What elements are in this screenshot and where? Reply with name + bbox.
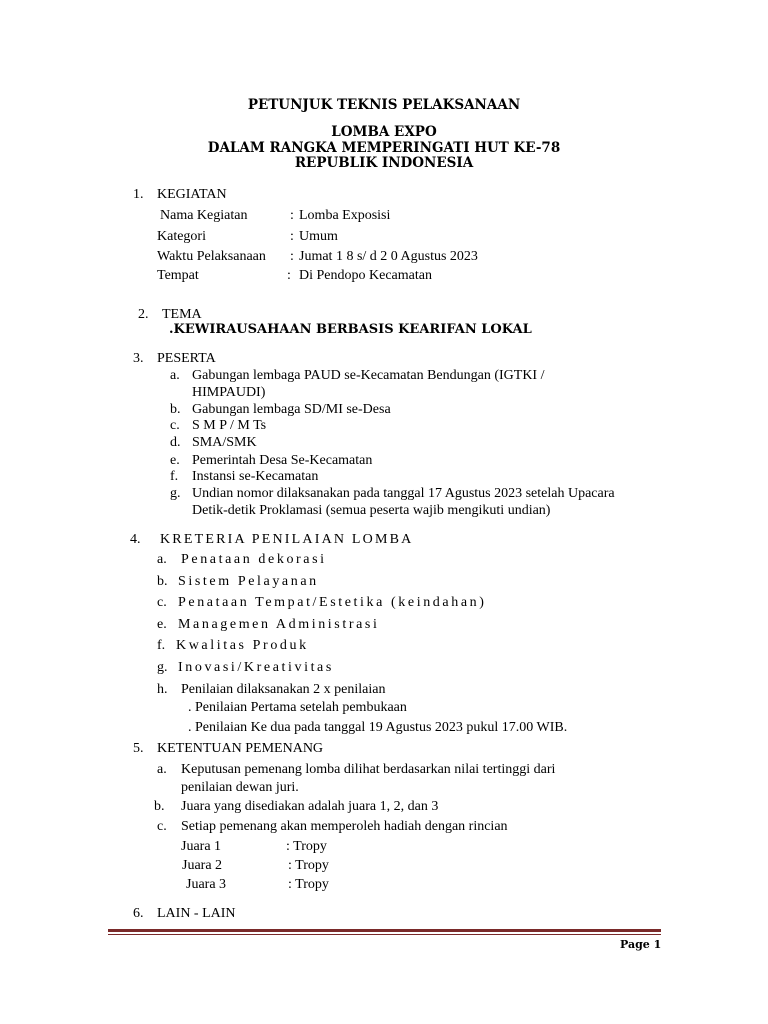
- list-item: Gabungan lembaga SD/MI se-Desa: [192, 402, 391, 417]
- theme-text: .KEWIRAUSAHAAN BERBASIS KEARIFAN LOKAL: [169, 322, 532, 337]
- list-item: Detik-detik Proklamasi (semua peserta wajib mengikuti undian): [192, 503, 551, 518]
- list-item: Penilaian dilaksanakan 2 x penilaian: [181, 682, 386, 697]
- doc-subtitle-2: DALAM RANGKA MEMPERINGATI HUT KE-78: [207, 140, 561, 156]
- list-item: Setiap pemenang akan memperoleh hadiah dengan rincian: [181, 819, 508, 834]
- list-item: Inovasi/Kreativitas: [178, 660, 334, 675]
- section-title-ketentuan: KETENTUAN PEMENANG: [157, 741, 324, 756]
- list-marker: f.: [157, 638, 166, 653]
- section-number: 3.: [133, 351, 144, 366]
- section-number: 6.: [133, 906, 144, 921]
- list-marker: f.: [170, 469, 179, 484]
- field-label: Kategori: [157, 229, 206, 244]
- list-item: SMA/SMK: [192, 435, 257, 450]
- list-marker: b.: [170, 402, 181, 417]
- list-item: Juara yang disediakan adalah juara 1, 2, dan 3: [181, 799, 439, 814]
- list-item: Instansi se-Kecamatan: [192, 469, 319, 484]
- list-marker: g.: [157, 660, 168, 675]
- prize-value: : Tropy: [288, 858, 329, 873]
- section-title-tema: TEMA: [162, 307, 202, 322]
- list-item: HIMPAUDI): [192, 385, 266, 400]
- section-number: 1.: [133, 187, 144, 202]
- list-item: S M P / M Ts: [192, 418, 267, 433]
- list-item: Penataan Tempat/Estetika (keindahan): [178, 595, 487, 610]
- list-item: penilaian dewan juri.: [181, 780, 299, 795]
- list-marker: b.: [154, 799, 165, 814]
- field-value: Jumat 1 8 s/ d 2 0 Agustus 2023: [299, 249, 478, 264]
- list-item: Pemerintah Desa Se-Kecamatan: [192, 453, 373, 468]
- doc-subtitle: LOMBA EXPO: [331, 124, 437, 140]
- prize-label: Juara 3: [186, 877, 227, 892]
- footer-rule-thick: [108, 929, 661, 932]
- footer-rule-thin: [108, 934, 661, 935]
- doc-subtitle-3: REPUBLIK INDONESIA: [294, 155, 474, 171]
- list-marker: h.: [157, 682, 168, 697]
- list-item: Penataan dekorasi: [181, 552, 327, 567]
- list-marker: b.: [157, 574, 168, 589]
- sub-item: . Penilaian Pertama setelah pembukaan: [188, 700, 407, 715]
- section-title-kegiatan: KEGIATAN: [157, 187, 227, 202]
- field-separator: :: [287, 268, 291, 283]
- section-number: 2.: [138, 307, 149, 322]
- section-title-kreteria: KRETERIA PENILAIAN LOMBA: [160, 532, 414, 547]
- field-label: Waktu Pelaksanaan: [157, 249, 266, 264]
- field-value: Umum: [299, 229, 338, 244]
- prize-value: : Tropy: [288, 877, 329, 892]
- section-number: 4.: [130, 532, 141, 547]
- section-title-peserta: PESERTA: [157, 351, 216, 366]
- list-marker: c.: [170, 418, 180, 433]
- list-marker: d.: [170, 435, 181, 450]
- list-item: Sistem Pelayanan: [178, 574, 319, 589]
- prize-label: Juara 2: [182, 858, 223, 873]
- field-separator: :: [290, 208, 294, 223]
- page-number: Page 1: [620, 938, 662, 951]
- field-label: Tempat: [157, 268, 199, 283]
- list-item: Keputusan pemenang lomba dilihat berdasarkan nilai tertinggi dari: [181, 762, 556, 777]
- list-marker: c.: [157, 819, 167, 834]
- list-item: Undian nomor dilaksanakan pada tanggal 17 Agustus 2023 setelah Upacara: [192, 486, 615, 501]
- field-separator: :: [290, 229, 294, 244]
- field-value: Di Pendopo Kecamatan: [299, 268, 432, 283]
- list-marker: a.: [157, 762, 167, 777]
- list-item: Gabungan lembaga PAUD se-Kecamatan Bendungan (IGTKI /: [192, 368, 545, 383]
- list-marker: a.: [157, 552, 167, 567]
- list-marker: a.: [170, 368, 180, 383]
- list-marker: e.: [157, 617, 167, 632]
- prize-value: : Tropy: [286, 839, 327, 854]
- list-marker: g.: [170, 486, 181, 501]
- list-marker: c.: [157, 595, 167, 610]
- field-value: Lomba Exposisi: [299, 208, 391, 223]
- list-marker: e.: [170, 453, 180, 468]
- section-number: 5.: [133, 741, 144, 756]
- field-label: Nama Kegiatan: [160, 208, 248, 223]
- section-title-lain-lain: LAIN - LAIN: [157, 906, 236, 921]
- doc-title: PETUNJUK TEKNIS PELAKSANAAN: [247, 97, 521, 113]
- list-item: Kwalitas Produk: [176, 638, 309, 653]
- field-separator: :: [290, 249, 294, 264]
- prize-label: Juara 1: [181, 839, 222, 854]
- sub-item: . Penilaian Ke dua pada tanggal 19 Agustus 2023 pukul 17.00 WIB.: [188, 720, 568, 735]
- list-item: Managemen Administrasi: [178, 617, 380, 632]
